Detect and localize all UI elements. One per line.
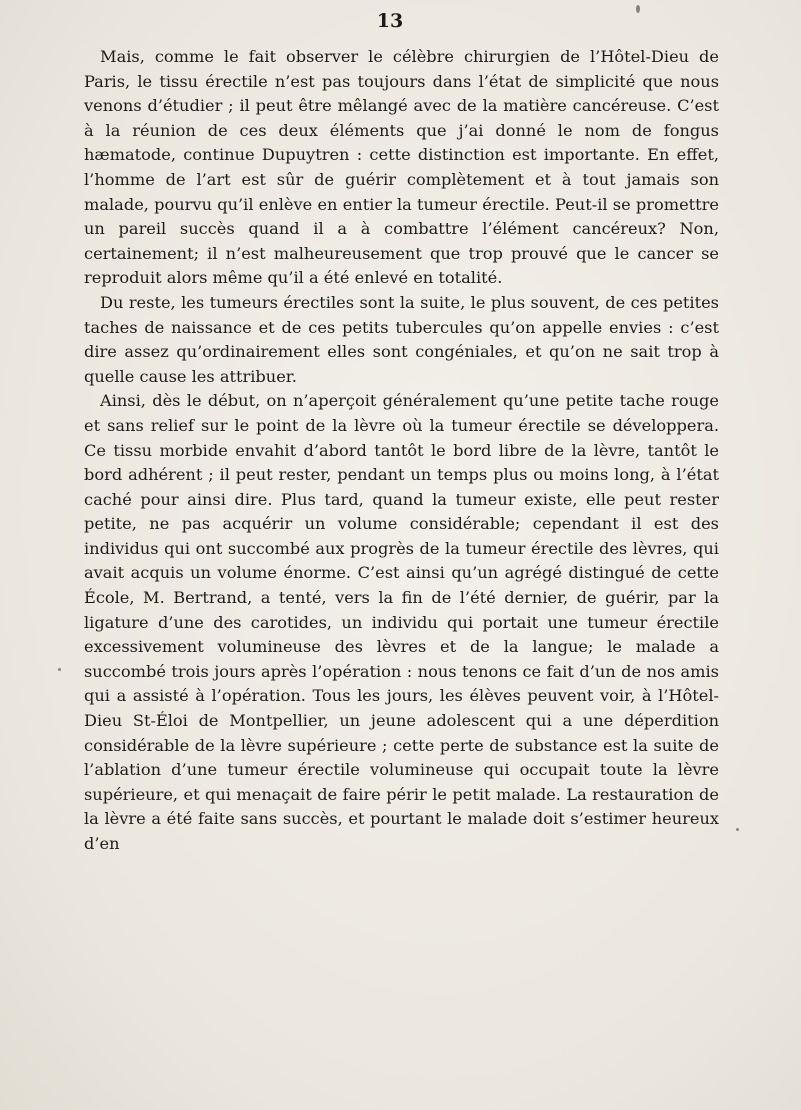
scan-speck [636, 5, 640, 13]
scan-speck [736, 828, 739, 831]
paragraph-1: Mais, comme le fait observer le célèbre chirurgien de l’Hôtel-Dieu de Paris, le tissu érectile n’est pas toujours dans l’état de simplicité que nous venons d’étudier ; il peut être mêlangé avec de la matière cancéreuse. C’est à la réunion de ces deux éléments que j’ai donné le nom de fongus hæmatode, continue Dupuytren : cette distinction est importante. En effet, l’homme de l’art est sûr de guérir complètement et à tout jamais son malade, pourvu qu’il enlève en entier la tumeur érectile. Peut-il se promettre un pareil succès quand il a à combattre l’élément cancéreux? Non, certainement; il n’est malheureusement que trop prouvé que le cancer se reproduit alors même qu’il a été enlevé en totalité. [84, 47, 719, 288]
body-text [84, 45, 719, 857]
paragraph-2: Du reste, les tumeurs érectiles sont la suite, le plus souvent, de ces petites taches de naissance et de ces petits tubercules qu’on appelle envies : c’est dire assez qu’ordinairement elles sont congéniales, et qu’on ne sait trop à quelle cause les attribuer. [84, 292, 719, 386]
page-number: 13 [376, 10, 404, 32]
paragraph-3: Ainsi, dès le début, on n’aperçoit généralement qu’une petite tache rouge et sans relief sur le point de la lèvre où la tumeur érectile se développera. Ce tissu morbide envahit d’abord tantôt le bord libre de la lèvre, tantôt le bord adhérent ; il peut rester, pendant un temps plus ou moins long, à l’état caché pour ainsi dire. Plus tard, quand la tumeur existe, elle peut rester petite, ne pas acquérir un volume considérable; cependant il est des individus qui ont succombé aux progrès de la tumeur érectile des lèvres, qui avait acquis un volume énorme. C’est ainsi qu’un agrégé distingué de cette École, M. Bertrand, a tenté, vers la fin de l’été dernier, de guérir, par la ligature d’une des carotides, un individu qui portait une tumeur érectile excessivement volumineuse des lèvres et de la langue; le malade a succombé trois jours après l’opération : nous tenons ce fait d’un de nos amis qui a assisté à l’opération. Tous les jours, les élèves peuvent voir, à l’Hôtel-Dieu St-Éloi de Montpellier, un jeune adolescent qui a une déperdition considérable de la lèvre supérieure ; cette perte de substance est la suite de l’ablation d’une tumeur érectile volumineuse qui occupait toute la lèvre supérieure, et qui menaçait de faire périr le petit malade. La restauration de la lèvre a été faite sans succès, et pourtant le malade doit s’estimer heureux d’en [84, 391, 719, 853]
scan-speck [58, 668, 61, 671]
